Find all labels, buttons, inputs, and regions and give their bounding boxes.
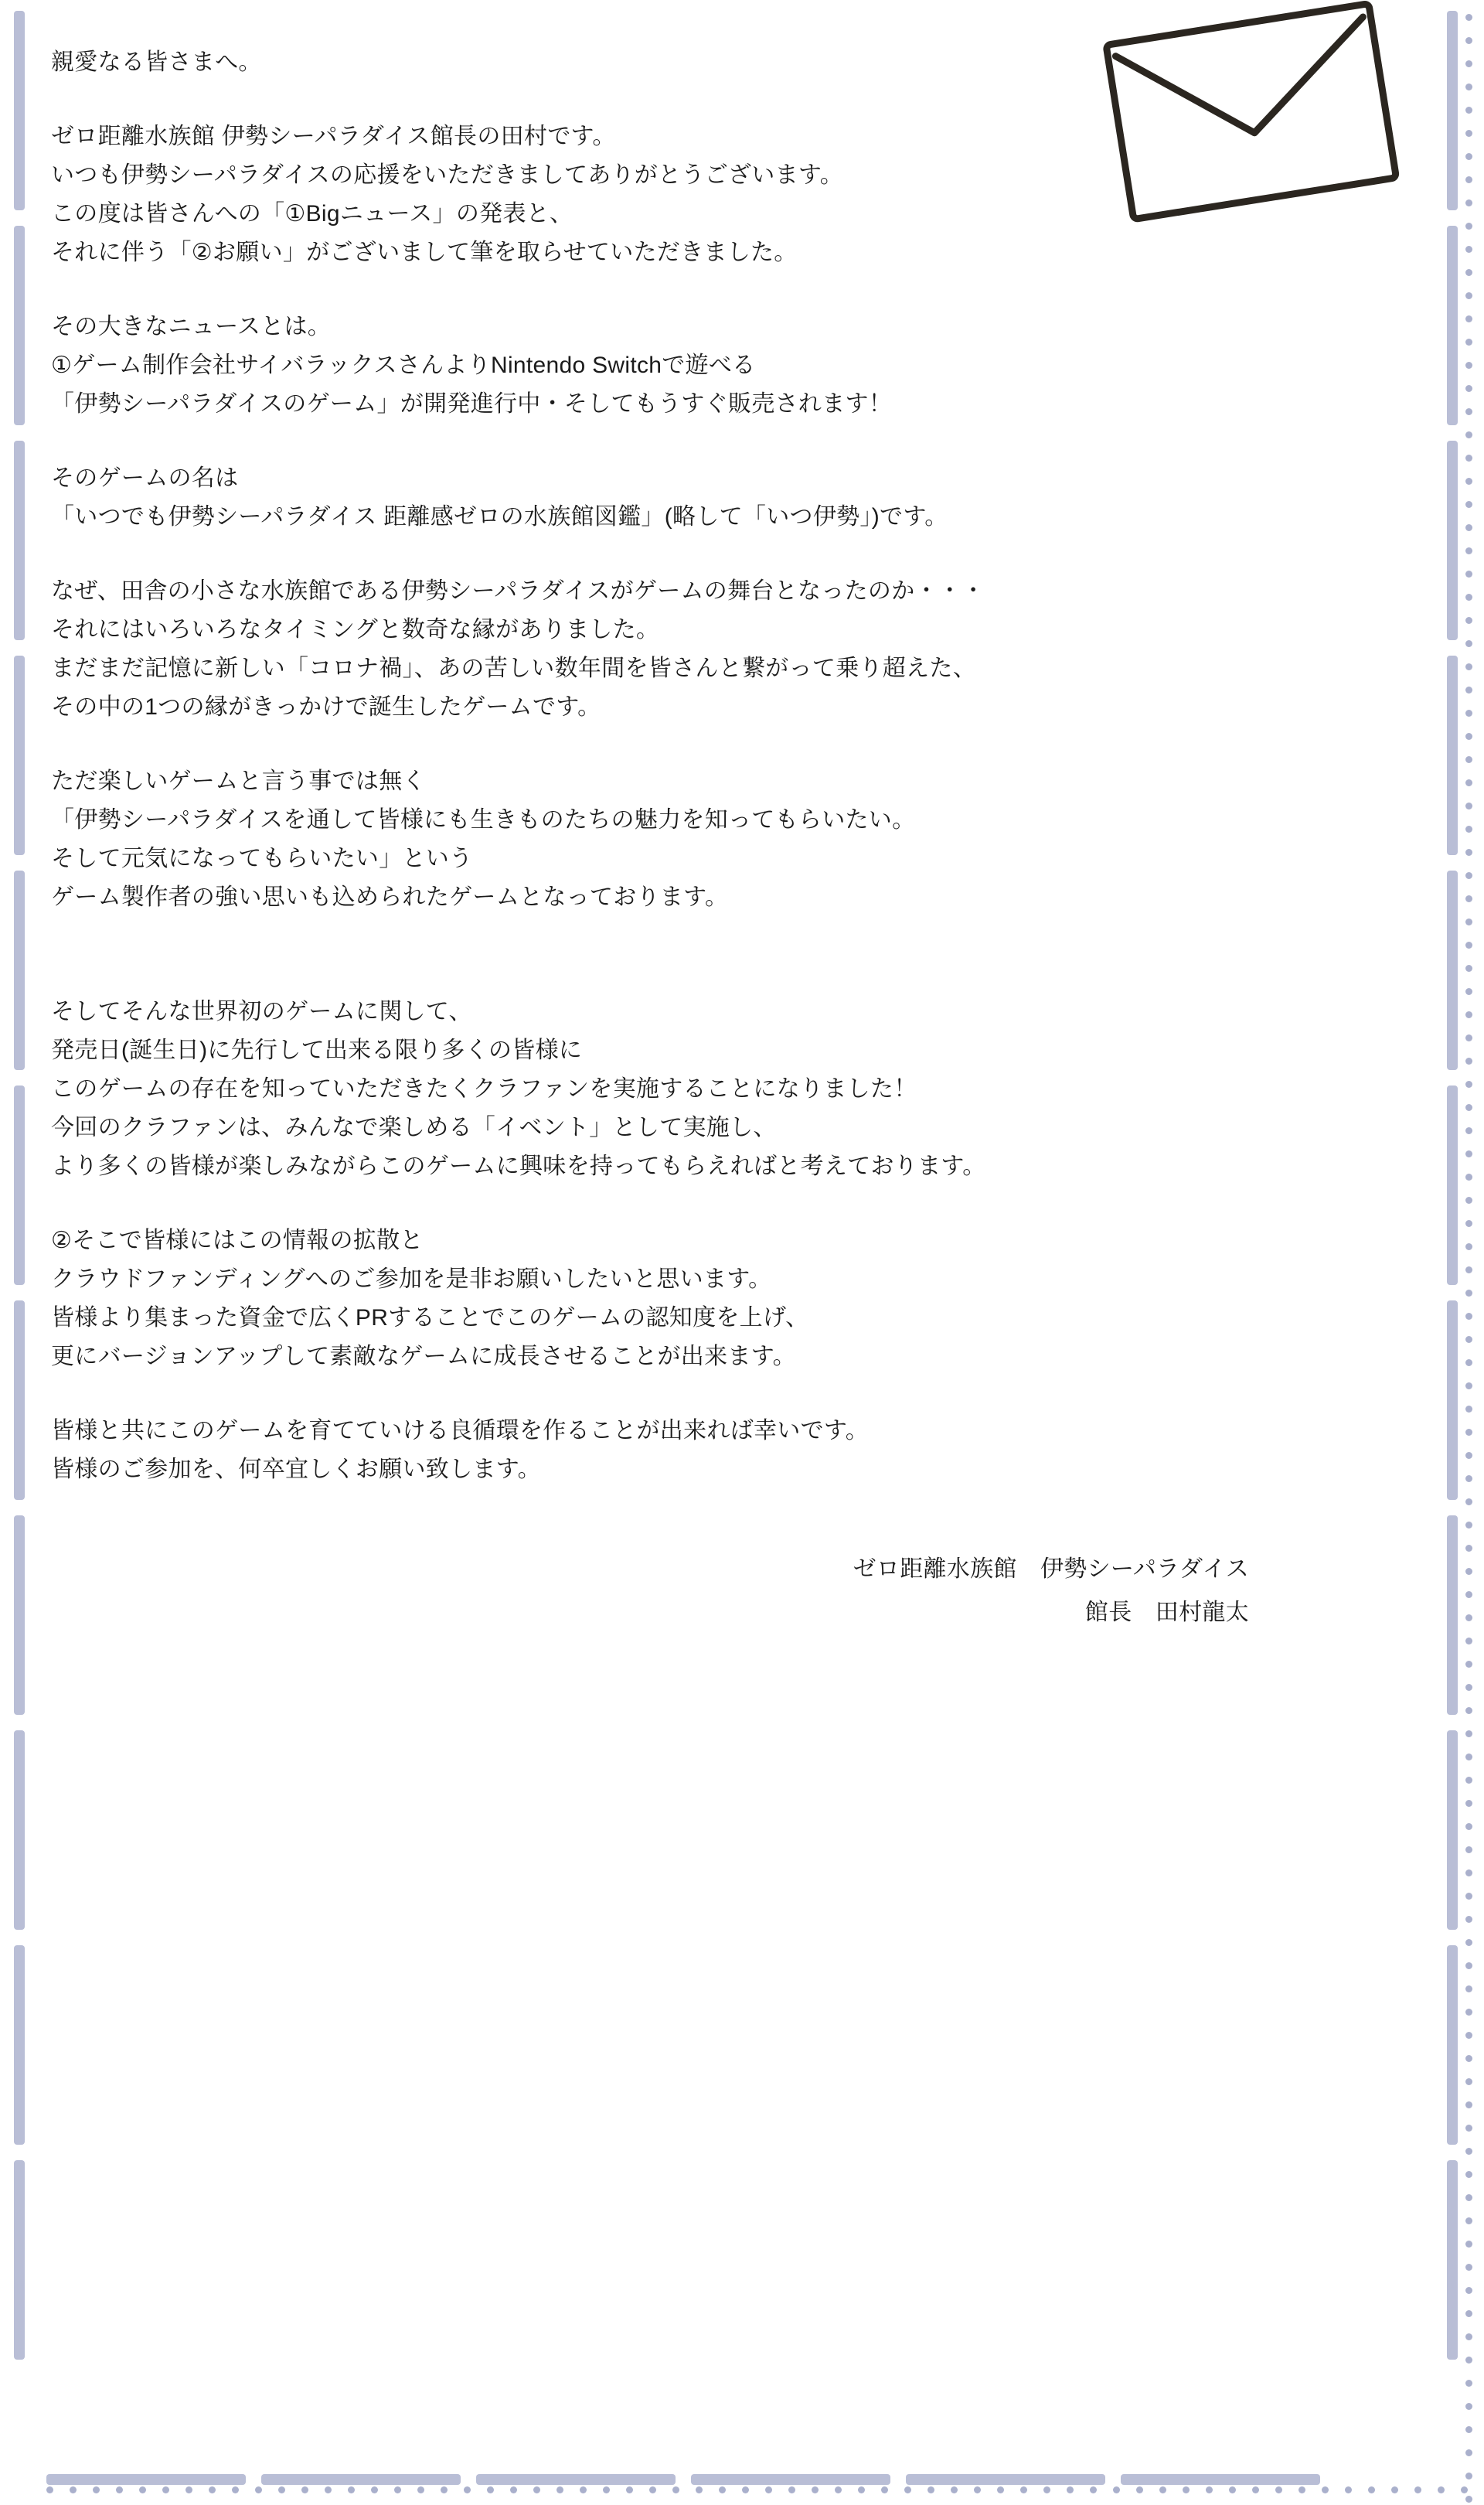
frame-dot [186,2486,192,2493]
paragraph-crowdfunding [51,993,1357,1186]
frame-dot [1465,1034,1472,1041]
frame-dot [1465,130,1472,137]
frame-dot [1465,779,1472,786]
frame-dot [1465,826,1472,833]
text-line: そしてそんな世界初のゲームに関して、 [51,999,472,1024]
frame-dot [1465,176,1472,183]
frame-bar-bottom-3 [476,2474,676,2485]
frame-dot [1465,2426,1472,2433]
frame-dot [1465,84,1472,90]
letter-body [51,43,1357,1634]
letter-paragraphs [51,43,1357,1489]
frame-dot [464,2486,471,2493]
frame-dot [301,2486,308,2493]
frame-dot [1465,2217,1472,2224]
frame-dot [325,2486,332,2493]
frame-bar-right-10 [1447,1945,1458,2145]
frame-dot [1465,2357,1472,2364]
frame-dot [1465,2194,1472,2201]
text-line: 「いつでも伊勢シーパラダイス 距離感ゼロの水族館図鑑」(略して「いつ伊勢」)です。 [51,504,948,530]
frame-dot [1206,2486,1213,2493]
paragraph-background [51,572,1357,727]
text-line: より多くの皆様が楽しみながらこのゲームに興味を持ってもらえればと考えております。 [51,1154,986,1179]
frame-dot [1465,1893,1472,1900]
frame-dot [1465,1962,1472,1969]
frame-dot [997,2486,1004,2493]
frame-dot [1136,2486,1143,2493]
frame-dot [1465,547,1472,554]
frame-dot [1465,1313,1472,1320]
text-line: 更にバージョンアップして素敵なゲームに成長させることが出来ます。 [51,1344,796,1369]
frame-dot [1465,1359,1472,1366]
frame-dot [649,2486,656,2493]
frame-dot [1465,687,1472,694]
frame-dot [1465,246,1472,253]
frame-dot [1275,2486,1282,2493]
frame-bar-right-2 [1447,226,1458,425]
frame-dot [1465,2380,1472,2387]
frame-dot [1465,1545,1472,1552]
text-line: それにはいろいろなタイミングと数奇な縁がありました。 [51,617,660,642]
frame-dot [1465,1638,1472,1644]
text-line: まだまだ記憶に新しい「コロナ禍」、あの苦しい数年間を皆さんと繋がって乗り超えた、 [51,656,976,681]
frame-dot [974,2486,981,2493]
frame-dot [1465,942,1472,949]
frame-bar-left-8 [14,1515,25,1715]
frame-dot [1465,2148,1472,2155]
frame-dot [1465,849,1472,856]
frame-dot [1465,1614,1472,1621]
frame-dot [348,2486,355,2493]
frame-dot [742,2486,749,2493]
frame-dot [1465,315,1472,322]
frame-dot [1465,710,1472,717]
frame-dot [232,2486,239,2493]
frame-dot [1465,1197,1472,1204]
frame-dot [1465,1730,1472,1737]
frame-dot [1414,2486,1421,2493]
frame-dot [1465,1661,1472,1668]
frame-dot [1465,1429,1472,1436]
frame-dot [1465,455,1472,462]
frame-dot [1465,408,1472,415]
frame-dot [1465,1985,1472,1992]
paragraph-game-name [51,459,1357,537]
signature-line: 館長 田村龍太 [1084,1600,1249,1625]
text-line: 「伊勢シーパラダイスを通して皆様にも生きものたちの魅力を知ってもらいたい。 [51,807,916,833]
frame-bar-right-5 [1447,871,1458,1070]
frame-dot [1438,2486,1445,2493]
frame-dot [510,2486,517,2493]
frame-bar-left-10 [14,1945,25,2145]
frame-dot [1465,1266,1472,1273]
frame-dot [1465,1754,1472,1760]
frame-dot [1465,339,1472,346]
frame-dot [1465,1800,1472,1807]
frame-bar-left-7 [14,1300,25,1500]
frame-bar-bottom-1 [46,2474,246,2485]
frame-dot [1229,2486,1236,2493]
frame-dot [1465,756,1472,763]
frame-dot [1465,2473,1472,2479]
frame-dot [928,2486,934,2493]
frame-dot [1322,2486,1329,2493]
paragraph-closing [51,1412,1357,1489]
frame-dot [278,2486,285,2493]
frame-dot [1465,2032,1472,2039]
frame-bar-bottom-2 [261,2474,461,2485]
frame-dot [1465,1591,1472,1598]
frame-dot [533,2486,540,2493]
frame-dot [1465,965,1472,972]
frame-dot [1465,1406,1472,1413]
frame-bar-left-9 [14,1730,25,1930]
frame-dot [1465,2241,1472,2248]
frame-dot [46,2486,53,2493]
frame-dot [1465,1290,1472,1297]
paragraph-intro [51,118,1357,272]
frame-dot [1465,292,1472,299]
frame-dot [1465,663,1472,670]
frame-dot [209,2486,216,2493]
frame-dot [1465,431,1472,438]
frame-bar-bottom-4 [691,2474,890,2485]
frame-bar-right-3 [1447,441,1458,640]
frame-dot [1465,2449,1472,2456]
frame-dot [441,2486,448,2493]
frame-dot [1020,2486,1027,2493]
frame-dot [1465,1011,1472,1018]
frame-bar-bottom-5 [906,2474,1105,2485]
frame-dot [1465,1104,1472,1111]
frame-dot [1465,107,1472,114]
paragraph-news [51,308,1357,424]
frame-dot [1465,524,1472,531]
frame-dot [1465,1522,1472,1529]
frame-dot [1465,478,1472,485]
frame-dot [1043,2486,1050,2493]
frame-dot [1465,2101,1472,2108]
text-line: それに伴う「②お願い」がございまして筆を取らせていただきました。 [51,240,798,265]
frame-dot [1465,1127,1472,1134]
frame-dot [1298,2486,1305,2493]
frame-dot [1465,1568,1472,1575]
frame-dot [1465,1150,1472,1157]
frame-dot [904,2486,911,2493]
frame-dot [1465,2496,1472,2503]
frame-dot [1465,2287,1472,2294]
frame-bar-left-11 [14,2160,25,2360]
frame-dot [1465,2125,1472,2132]
frame-dot [1465,1823,1472,1830]
frame-dot [951,2486,958,2493]
text-line: そのゲームの名は [51,465,239,491]
text-line: ②そこで皆様にはこの情報の拡散と [51,1228,424,1253]
frame-dot [1465,1382,1472,1389]
frame-dot [394,2486,401,2493]
text-line: いつも伊勢シーパラダイスの応援をいただきましてありがとうございます。 [51,162,844,188]
text-line: そして元気になってもらいたい」という [51,846,473,871]
frame-dot [881,2486,888,2493]
frame-dot [1465,1777,1472,1784]
frame-dot [696,2486,703,2493]
frame-dot [1391,2486,1398,2493]
frame-dot [255,2486,262,2493]
frame-dot [93,2486,100,2493]
frame-dot [1252,2486,1259,2493]
frame-dot [1067,2486,1074,2493]
frame-dot [371,2486,378,2493]
frame-dot [1465,1939,1472,1946]
frame-dot [1465,918,1472,925]
frame-dot [1465,1452,1472,1459]
frame-dot [1465,1475,1472,1482]
frame-dot [70,2486,77,2493]
frame-dot [1159,2486,1166,2493]
frame-bar-left-5 [14,871,25,1070]
text-line: 発売日(誕生日)に先行して出来る限り多くの皆様に [51,1038,583,1063]
frame-dot [1465,1916,1472,1923]
frame-bar-left-1 [14,11,25,210]
frame-dot [1465,1174,1472,1181]
frame-bar-left-6 [14,1086,25,1285]
frame-dot [1183,2486,1190,2493]
text-line: その中の1つの縁がきっかけで誕生したゲームです。 [51,694,601,720]
frame-dot [1368,2486,1375,2493]
frame-dot [1465,1498,1472,1505]
frame-dot [1465,733,1472,740]
frame-dot [1465,2171,1472,2178]
text-line: 皆様より集まった資金で広くPRすることでこのゲームの認知度を上げ、 [51,1305,809,1331]
frame-dot [116,2486,123,2493]
frame-dot [1465,2403,1472,2410]
frame-bar-left-4 [14,656,25,855]
frame-dot [765,2486,772,2493]
frame-dot [1465,988,1472,995]
frame-dot [1465,2055,1472,2062]
frame-dot [162,2486,169,2493]
frame-dot [1461,2486,1468,2493]
frame-dot [1465,1869,1472,1876]
frame-dot [1465,269,1472,276]
frame-dot [835,2486,842,2493]
frame-dot [1465,1846,1472,1853]
text-line: 今回のクラファンは、みんなで楽しめる「イベント」として実施し、 [51,1115,777,1140]
signature-line: ゼロ距離水族館 伊勢シーパラダイス [853,1556,1249,1582]
text-line: ただ楽しいゲームと言う事では無く [51,769,426,794]
frame-dot [603,2486,610,2493]
text-line: 親愛なる皆さまへ。 [51,49,262,75]
frame-dot [812,2486,819,2493]
frame-dots-right [1453,0,1484,2505]
frame-dot [1345,2486,1352,2493]
frame-bar-right-9 [1447,1730,1458,1930]
text-line: クラウドファンディングへのご参加を是非お願いしたいと思います。 [51,1266,772,1292]
frame-dot [1465,1684,1472,1691]
frame-bar-right-8 [1447,1515,1458,1715]
paragraph-request [51,1222,1357,1376]
frame-bar-bottom-6 [1121,2474,1320,2485]
frame-dot [672,2486,679,2493]
frame-dot [626,2486,633,2493]
frame-dot [1465,571,1472,578]
frame-dots-bottom [0,2474,1484,2505]
letter-signature [51,1548,1357,1634]
text-line: この度は皆さんへの「①Bigニュース」の発表と、 [51,201,574,227]
frame-bar-right-4 [1447,656,1458,855]
frame-bar-right-1 [1447,11,1458,210]
frame-dot [1465,14,1472,21]
text-line: その大きなニュースとは。 [51,314,332,339]
frame-bar-left-3 [14,441,25,640]
frame-bar-right-6 [1447,1086,1458,1285]
frame-dot [1465,385,1472,392]
frame-dot [1465,2078,1472,2085]
frame-dot [1465,60,1472,67]
frame-dot [1465,895,1472,902]
frame-dot [1465,223,1472,230]
text-line: ゼロ距離水族館 伊勢シーパラダイス館長の田村です。 [51,124,616,149]
frame-dot [1465,1707,1472,1714]
frame-dot [487,2486,494,2493]
frame-dot [1465,153,1472,160]
frame-dot [719,2486,726,2493]
paragraph-greeting [51,43,1357,82]
frame-dot [1465,1058,1472,1065]
text-line: ゲーム製作者の強い思いも込められたゲームとなっております。 [51,884,729,910]
frame-dot [1465,640,1472,647]
text-line: なぜ、田舎の小さな水族館である伊勢シーパラダイスがゲームの舞台となったのか・・・ [51,578,985,604]
frame-dot [1465,803,1472,809]
text-line: 「伊勢シーパラダイスのゲーム」が開発進行中・そしてもうすぐ販売されます！ [51,391,893,417]
text-line: 皆様のご参加を、何卒宜しくお願い致します。 [51,1457,541,1482]
frame-bar-right-7 [1447,1300,1458,1500]
text-line: 皆様と共にこのゲームを育てていける良循環を作ることが出来れば幸いです。 [51,1418,870,1443]
text-line: このゲームの存在を知っていただきたくクラファンを実施することになりました！ [51,1076,917,1102]
frame-dot [1090,2486,1097,2493]
text-line: ①ゲーム制作会社サイバラックスさんよりNintendo Switchで遊べる [51,353,756,378]
frame-dot [1465,37,1472,44]
frame-dot [1465,2310,1472,2317]
frame-dot [858,2486,865,2493]
frame-dot [1465,1336,1472,1343]
paragraph-spacer [51,953,1357,993]
frame-dot [1465,2264,1472,2271]
frame-dot [139,2486,146,2493]
frame-dot [1465,2333,1472,2340]
frame-dot [1465,1243,1472,1250]
frame-dot [417,2486,424,2493]
frame-bar-left-2 [14,226,25,425]
frame-bar-right-11 [1447,2160,1458,2360]
frame-dot [1113,2486,1120,2493]
frame-dot [1465,362,1472,369]
frame-dot [556,2486,563,2493]
frame-dot [1465,199,1472,206]
frame-dot [1465,594,1472,601]
frame-dot [1465,1220,1472,1227]
frame-dot [1465,2009,1472,2016]
paragraph-message [51,762,1357,917]
frame-dot [1465,617,1472,624]
frame-dot [788,2486,795,2493]
frame-dot [1465,501,1472,508]
frame-dot [1465,1081,1472,1088]
frame-dot [580,2486,587,2493]
frame-dot [1465,872,1472,879]
